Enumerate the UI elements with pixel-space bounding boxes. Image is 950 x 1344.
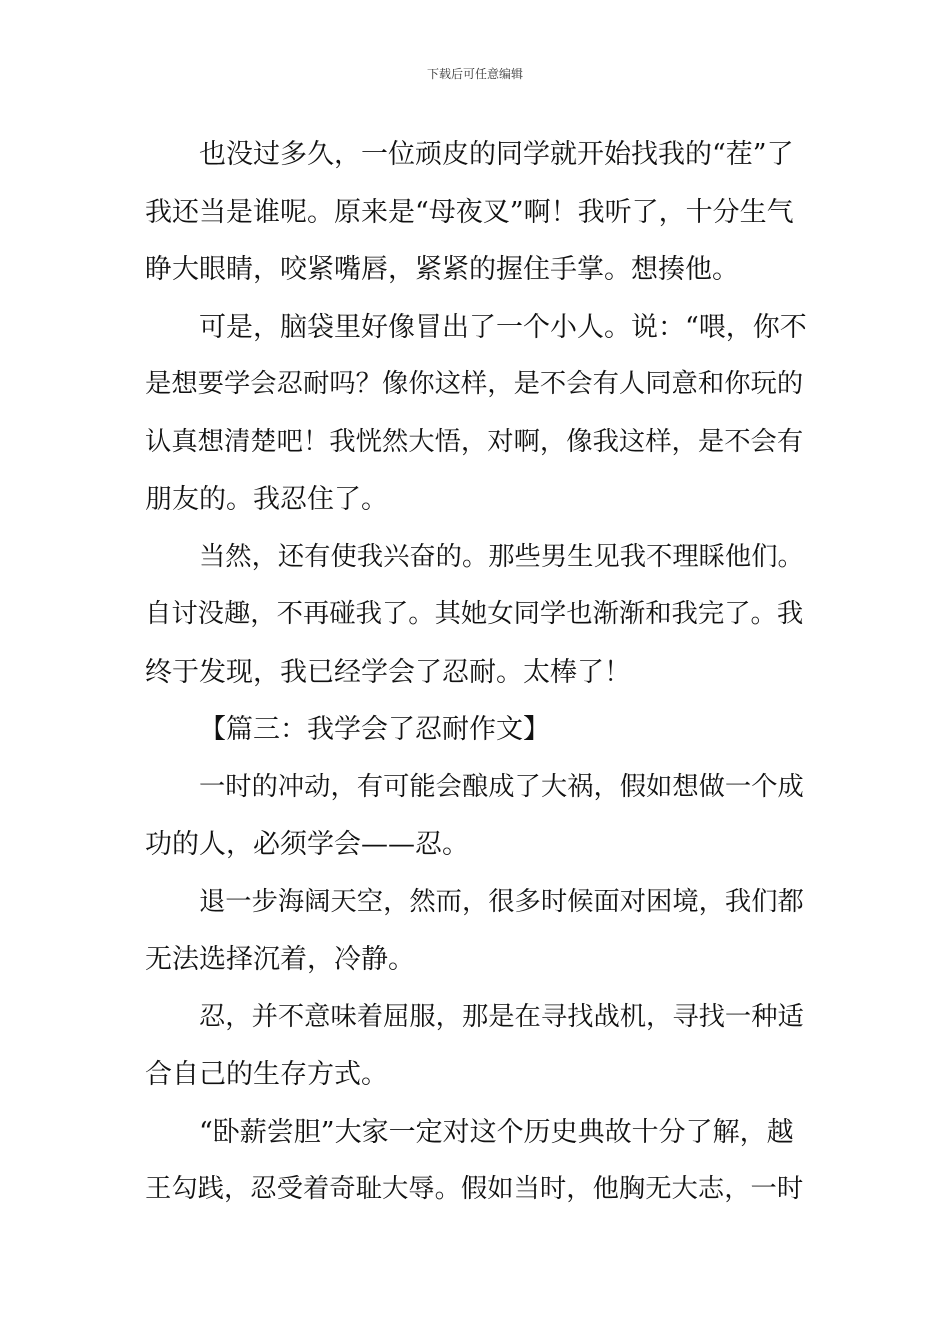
text-line: 认真想清楚吧！我恍然大悟，对啊，像我这样，是不会有 xyxy=(145,426,804,457)
text-line: 合自己的生存方式。 xyxy=(145,1059,388,1090)
text-line: 朋友的。我忍住了。 xyxy=(145,484,388,515)
text-line: 退一步海阔天空，然而，很多时候面对困境，我们都 xyxy=(199,886,804,917)
text-line: 我还当是谁呢。原来是“母夜叉”啊！我听了，十分生气 xyxy=(145,196,794,228)
text-line: 功的人，必须学会——忍。 xyxy=(145,829,469,860)
text-line: 一时的冲动，有可能会酿成了大祸，假如想做一个成 xyxy=(199,771,804,802)
text-line: “卧薪尝胆”大家一定对这个历史典故十分了解，越 xyxy=(199,1116,794,1148)
text-line: 王勾践，忍受着奇耻大辱。假如当时，他胸无大志，一时 xyxy=(145,1174,804,1204)
text-line: 自讨没趣，不再碰我了。其她女同学也渐渐和我完了。我 xyxy=(145,599,804,629)
page-header: 下载后可任意编辑 xyxy=(426,67,523,81)
text-line: 是想要学会忍耐吗？像你这样，是不会有人同意和你玩的 xyxy=(145,369,804,399)
text-line: 终于发现，我已经学会了忍耐。太棒了！ xyxy=(145,656,631,688)
text-line: 也没过多久，一位顽皮的同学就开始找我的“茬”了 xyxy=(199,139,794,170)
text-line: 睁大眼睛，咬紧嘴唇，紧紧的握住手掌。想揍他。 xyxy=(145,254,739,285)
text-line: 忍，并不意味着屈服，那是在寻找战机，寻找一种适 xyxy=(199,1001,804,1032)
text-line: 可是，脑袋里好像冒出了一个小人。说：“喂，你不 xyxy=(199,311,807,343)
essay-body xyxy=(145,126,807,1219)
text-line: 当然，还有使我兴奋的。那些男生见我不理睬他们。 xyxy=(199,541,804,572)
text-line: 无法选择沉着，冷静。 xyxy=(145,944,415,975)
section-heading: 【篇三：我学会了忍耐作文】 xyxy=(199,714,550,745)
